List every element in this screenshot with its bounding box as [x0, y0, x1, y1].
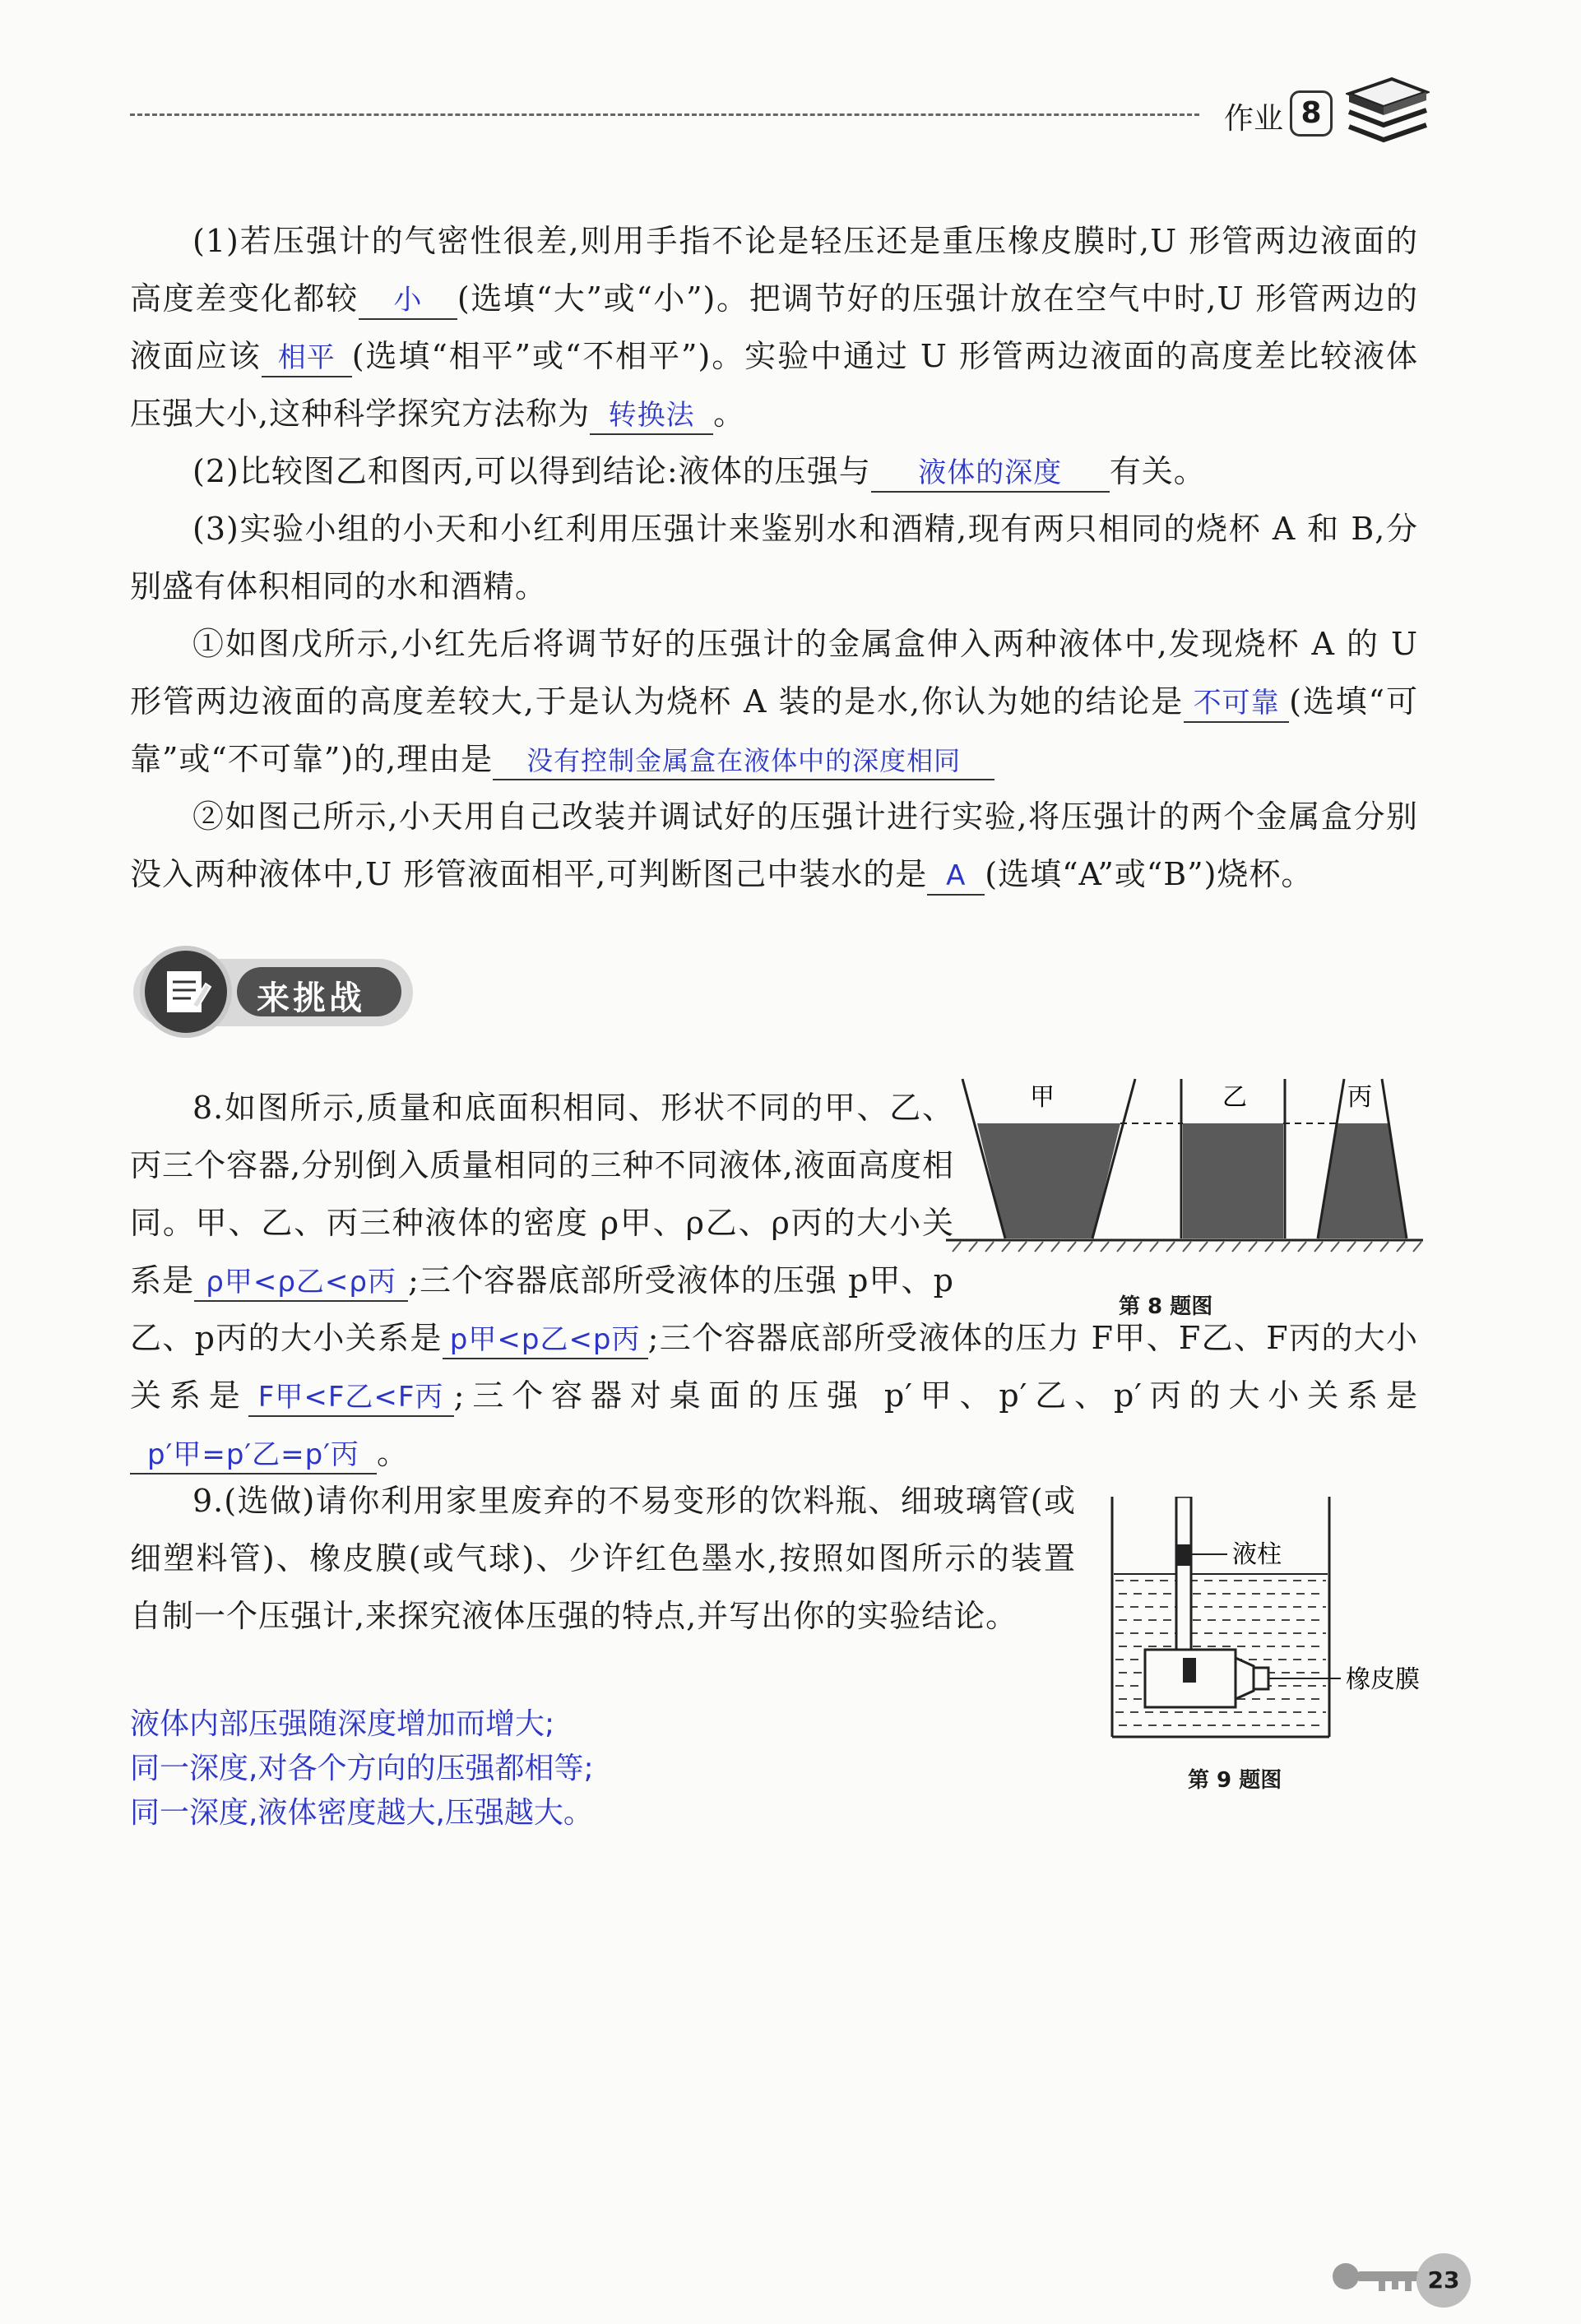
key-icon: [1331, 2260, 1430, 2296]
answer-line-3: 同一深度,液体密度越大,压强越大。: [130, 1796, 593, 1830]
q8-text-5: 。: [377, 1435, 410, 1471]
answer-blank-density: ρ甲<ρ乙<ρ丙: [194, 1264, 408, 1302]
p1-text-2: (选填“大”或“小”)。把调节好的压强计放在空气中时,U 形管两边的液面应该: [130, 280, 1418, 374]
q8-text-1: 8.如图所示,质量和底面积相同、形状不同的甲、乙、丙三个容器,分别倒入质量相同的三种不同液体,液面高度相同。甲、乙、丙三种液体的密度 ρ甲、ρ乙、ρ丙的大小关系是: [130, 1090, 954, 1299]
label-jia: 甲: [1030, 1083, 1055, 1112]
liquid-column: [1177, 1544, 1190, 1566]
container-jia-liquid: [977, 1123, 1120, 1238]
figure-9-caption: 第 9 题图: [1188, 1768, 1282, 1793]
answer-blank-pressure: p甲<p乙<p丙: [443, 1322, 648, 1359]
challenge-section-banner: [133, 946, 413, 1038]
answer-blank-method: 转换法: [590, 397, 713, 435]
question-9: 9.(选做)请你利用家里废弃的不易变形的饮料瓶、细玻璃管(或细塑料管)、橡皮膜(或气球)、少许红色墨水,按照如图所示的装置自制一个压强计,来探究液体压强的特点,并写出你的实验结论。: [130, 1483, 1076, 1634]
rubber-membrane: [1254, 1668, 1268, 1689]
label-rubber-membrane: 橡皮膜: [1346, 1665, 1420, 1694]
answer-blank-table-pressure: p′甲=p′乙=p′丙: [130, 1437, 377, 1474]
answer-line-2: 同一深度,对各个方向的压强都相等;: [130, 1752, 594, 1785]
question-7-part-3-a: [130, 615, 1418, 788]
answer-blank-reliable: 不可靠: [1184, 685, 1289, 723]
header-divider: [130, 113, 1199, 116]
container-bing-liquid: [1318, 1123, 1407, 1238]
p1-text-1: (1)若压强计的气密性很差,则用手指不论是轻压还是重压橡皮膜时,U 形管两边液面的高度差变化都较: [130, 223, 1418, 317]
answer-blank-beaker: A: [927, 858, 985, 896]
p2-text-1: (2)比较图乙和图丙,可以得到结论:液体的压强与: [192, 453, 871, 489]
p5-text-1: ②如图己所示,小天用自己改装并调试好的压强计进行实验,将压强计的两个金属盒分别没入两种液体中,U 形管液面相平,可判断图己中装水的是: [130, 799, 1418, 892]
p5-text-2: (选填“A”或“B”)烧杯。: [985, 856, 1314, 892]
question-7-part-2: [130, 442, 1418, 500]
question-7-part-3: (3)实验小组的小天和小红利用压强计来鉴别水和酒精,现有两只相同的烧杯 A 和 B,分别盛有体积相同的水和酒精。: [130, 511, 1418, 604]
notebook-icon: [145, 951, 227, 1033]
question-9-answer: [130, 1702, 594, 1836]
p2-text-2: 有关。: [1109, 453, 1206, 489]
answer-blank-small: 小: [359, 282, 457, 320]
q8-text-4: ;三个容器对桌面的压强 p′甲、p′乙、p′丙的大小关系是: [453, 1377, 1418, 1414]
notebook-icon-circle: [140, 946, 232, 1038]
question-7-part-1: [130, 212, 1418, 442]
label-yi: 乙: [1222, 1083, 1247, 1112]
label-liquid-column: 液柱: [1232, 1540, 1282, 1569]
p1-text-4: 。: [713, 396, 746, 432]
page-number: 23: [1416, 2253, 1471, 2308]
answer-line-1: 液体内部压强随深度增加而增大;: [130, 1707, 555, 1741]
p4-text-2: (选填“可靠”或“不可靠”)的,理由是: [130, 683, 1418, 777]
answer-blank-depth: 液体的深度: [871, 455, 1110, 493]
p1-text-3: (选填“相平”或“不相平”)。实验中通过 U 形管两边液面的高度差比较液体压强大小,这种科学探究方法称为: [130, 338, 1418, 432]
label-bing: 丙: [1347, 1083, 1372, 1112]
homework-label: 作业: [1224, 102, 1284, 136]
figure-8-caption: 第 8 题图: [1119, 1294, 1213, 1319]
figure-9-apparatus: [1102, 1497, 1431, 1752]
q8-text-2: ;三个容器底部所受液体的压强 p甲、p乙、p丙的大小关系是: [130, 1262, 954, 1356]
section-title: 来挑战: [257, 979, 365, 1017]
answer-blank-force: F甲<F乙<F丙: [248, 1379, 454, 1417]
question-7-part-3-b: [130, 788, 1418, 903]
books-icon: [1346, 76, 1430, 146]
homework-number: 8: [1290, 90, 1333, 137]
answer-blank-reason: 没有控制金属盒在液体中的深度相同: [493, 743, 994, 780]
p4-text-1: ①如图戊所示,小红先后将调节好的压强计的金属盒伸入两种液体中,发现烧杯 A 的 U 形管两边液面的高度差较大,于是认为烧杯 A 装的是水,你认为她的结论是: [130, 626, 1418, 720]
q8-text-3: ;三个容器底部所受液体的压力 F甲、F乙、F丙的大小关系是: [130, 1320, 1419, 1414]
answer-blank-level: 相平: [262, 340, 352, 377]
